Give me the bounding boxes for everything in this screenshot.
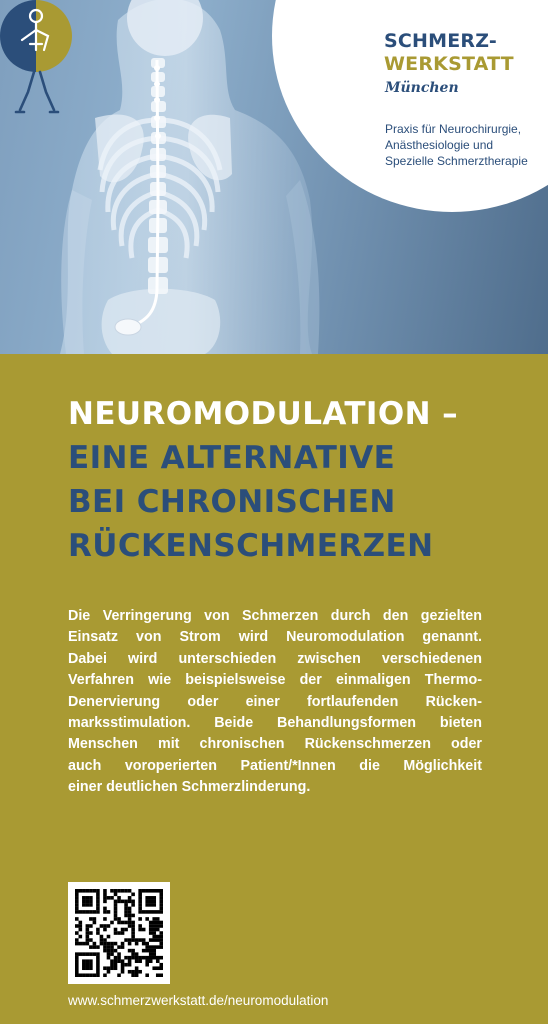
brand-description-line: Anästhesiologie und [385, 138, 494, 152]
qr-code-icon[interactable] [68, 882, 170, 984]
body-line: auch voroperierten Patient/*Innen die Möglichkeit [68, 757, 482, 774]
brand-name-line1: SCHMERZ- [384, 30, 497, 52]
brand-city: München [385, 80, 459, 96]
brand-description-line: Praxis für Neurochirurgie, [385, 122, 522, 136]
headline-line1: NEUROMODULATION – [68, 396, 459, 432]
figure-in-circle-logo-icon [0, 0, 72, 116]
headline [68, 392, 458, 568]
brand-description-line: Spezielle Schmerztherapie [385, 154, 528, 168]
website-link[interactable]: www.schmerzwerkstatt.de/neuromodulation [68, 993, 329, 1008]
headline-line2: EINE ALTERNATIVE [68, 440, 396, 476]
brand-description [385, 121, 545, 169]
hero-image [0, 0, 548, 354]
body-line: marksstimulation. Beide Behandlungsformen bieten [68, 715, 482, 732]
body-line: Menschen mit chronischen Rückenschmerzen oder [68, 736, 482, 753]
brand-name-line2: WERKSTATT [384, 53, 514, 75]
body-line: Einsatz von Strom wird Neuromodulation genannt. [68, 629, 482, 646]
body-line: Dabei wird unterschieden zwischen verschiedenen [68, 650, 482, 667]
body-line: Denervierung oder einer fortlaufenden Rücken- [68, 693, 482, 710]
body-line: Die Verringerung von Schmerzen durch den gezielten [68, 608, 482, 624]
qr-code-matrix [75, 889, 163, 977]
body-paragraph [68, 606, 482, 799]
body-line: einer deutlichen Schmerzlinderung. [68, 779, 311, 796]
headline-line3: BEI CHRONISCHEN [68, 484, 396, 520]
body-line: Verfahren wie beispielsweise der einmaligen Thermo- [68, 672, 482, 689]
headline-line4: RÜCKENSCHMERZEN [68, 528, 434, 564]
